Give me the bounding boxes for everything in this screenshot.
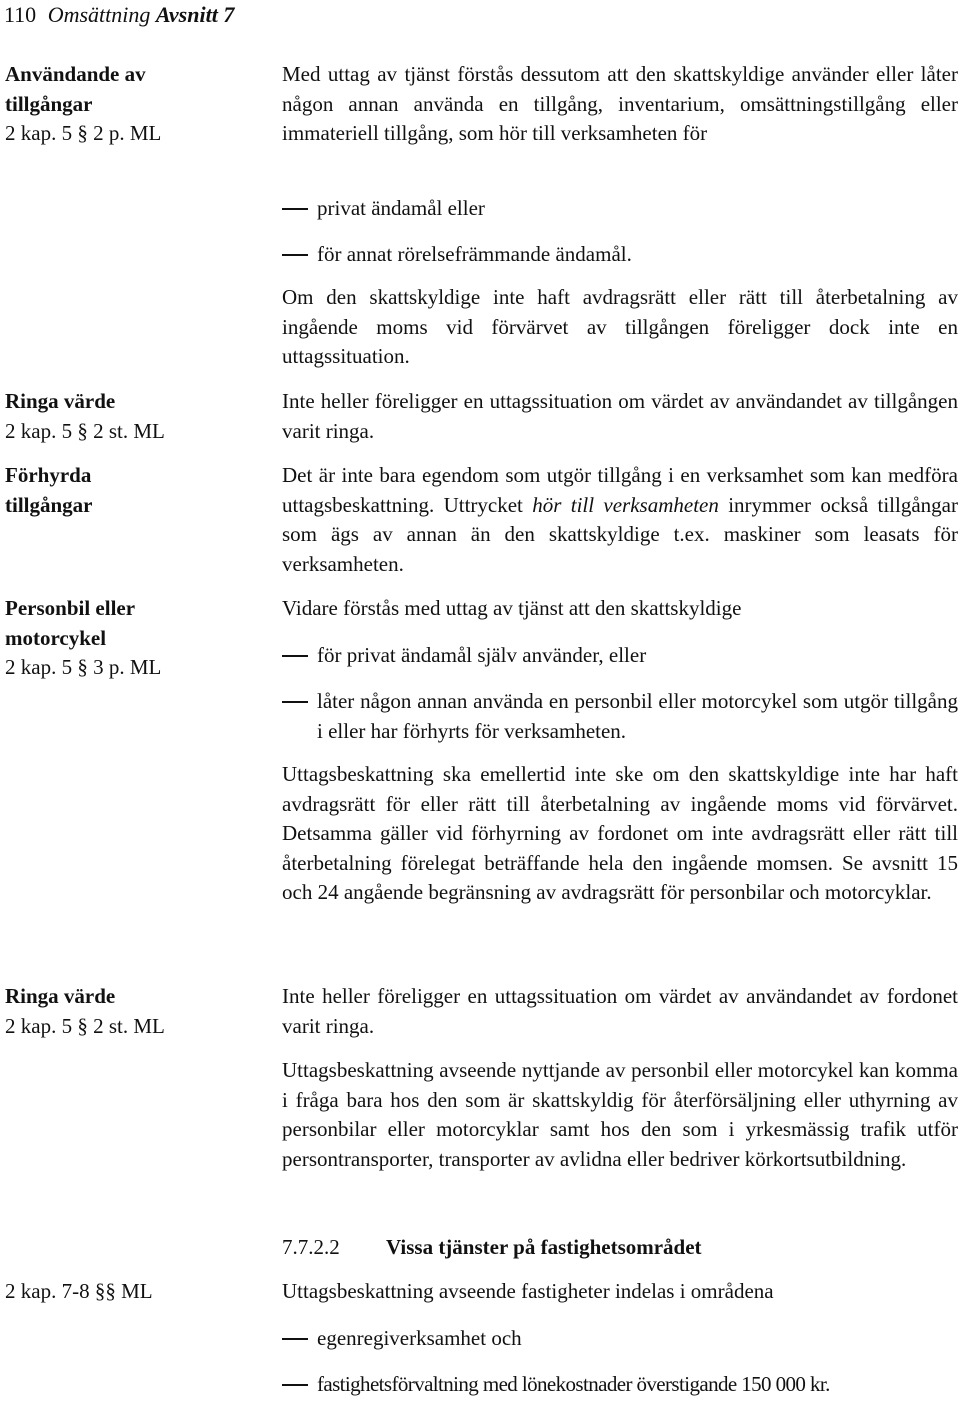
section-label: Avsnitt 7 <box>155 2 235 27</box>
margin-note-ringa-varde-1 <box>5 387 260 446</box>
list-item: för annat rörelsefrämmande ändamål. <box>282 240 958 270</box>
paragraph-ringa-varde: Inte heller föreligger en uttagssituation om värdet av användandet av tillgången varit ringa. <box>282 389 958 443</box>
margin-reference: 2 kap. 5 § 2 st. ML <box>5 1013 165 1038</box>
list-item: egenregiverksamhet och <box>282 1324 958 1354</box>
emphasis-term: hör till verksamheten <box>532 492 719 517</box>
dash-marker <box>282 208 308 210</box>
section-number: 7.7.2.2 <box>282 1235 340 1259</box>
list-item: fastighetsförvaltning med lönekostnader överstigande 150 000 kr. <box>282 1370 958 1400</box>
paragraph-avdragsratt: Om den skattskyldige inte haft avdragsrätt eller rätt till återbetalning av ingående moms vid förvärvet av tillgången föreligger dock inte en uttagssituation. <box>282 285 958 368</box>
paragraph-vidare: Vidare förstås med uttag av tjänst att den skattskyldige <box>282 596 742 620</box>
margin-heading: Ringa värde <box>5 984 116 1008</box>
margin-reference: 2 kap. 5 § 2 st. ML <box>5 418 165 443</box>
paragraph-uttag-tjanst: Med uttag av tjänst förstås dessutom att den skattskyldige använder eller låter någon annan använda en tillgång, inventarium, omsättningstillgång eller immateriell tillgång, som hör till verksamheten för <box>282 62 958 145</box>
dash-marker <box>282 254 308 256</box>
margin-note-ringa-varde-2 <box>5 982 260 1041</box>
margin-note-anvandande <box>5 60 260 149</box>
margin-reference: 2 kap. 5 § 2 p. ML <box>5 121 162 145</box>
paragraph-omraden: Uttagsbeskattning avseende fastigheter indelas i områdena <box>282 1279 774 1303</box>
margin-heading: Användande av tillgångar <box>5 62 146 116</box>
page-number: 110 <box>4 2 37 27</box>
section-heading <box>282 1233 702 1263</box>
section-title: Vissa tjänster på fastighetsområdet <box>386 1235 702 1259</box>
dash-marker <box>282 1384 308 1386</box>
margin-reference: 2 kap. 7-8 §§ ML <box>5 1279 153 1303</box>
paragraph-fordonet: Inte heller föreligger en uttagssituation om värdet av användandet av fordonet varit ringa. <box>282 984 958 1038</box>
paragraph-emellertid: Uttagsbeskattning ska emellertid inte ske om den skattskyldige inte har haft avdragsrätt för eller rätt till återbetalning av ingående moms vid förvärvet. Detsamma gäller vid förhyrning av fordonet om inte avdragsrätt eller rätt till återbetalning förelegat beträffande hela den ingående momsen. Se avsnitt 15 och 24 angående begränsning av avdragsrätt för personbilar och motorcyklar. <box>282 762 958 904</box>
section-prefix: Omsättning <box>47 2 151 27</box>
dash-marker <box>282 655 308 657</box>
list-item: låter någon annan använda en personbil eller motorcykel som utgör tillgång i eller har förhyrts för verksamheten. <box>282 687 958 746</box>
list-item: för privat ändamål själv använder, eller <box>282 641 958 671</box>
margin-heading: Ringa värde <box>5 389 116 413</box>
margin-note-personbil <box>5 594 260 683</box>
paragraph-egendom: Det är inte bara egendom som utgör tillgång i en verksamhet som kan medföra uttagsbeskattning. Uttrycket hör till verksamheten inrymmer också tillgångar som ägs av annan än den skattskyldige t.ex. maskiner som leasats för verksamheten. <box>282 463 958 576</box>
margin-reference: 2 kap. 5 § 3 p. ML <box>5 655 162 679</box>
margin-heading: Förhyrda tillgångar <box>5 463 93 517</box>
dash-marker <box>282 701 308 703</box>
margin-heading: Personbil eller motorcykel <box>5 596 135 650</box>
paragraph-nyttjande: Uttagsbeskattning avseende nyttjande av personbil eller motorcykel kan komma i fråga bara hos den som är skattskyldig för återförsäljning eller uthyrning av personbilar eller motorcyklar samt hos den som i yrkesmässig trafik utför persontransporter, transporter av avlidna eller bedriver körkortsutbildning. <box>282 1058 958 1171</box>
margin-note-forhyrda <box>5 461 260 520</box>
page-header <box>4 0 234 30</box>
margin-note-fastighet <box>5 1277 260 1307</box>
dash-marker <box>282 1338 308 1340</box>
list-item: privat ändamål eller <box>282 194 958 224</box>
